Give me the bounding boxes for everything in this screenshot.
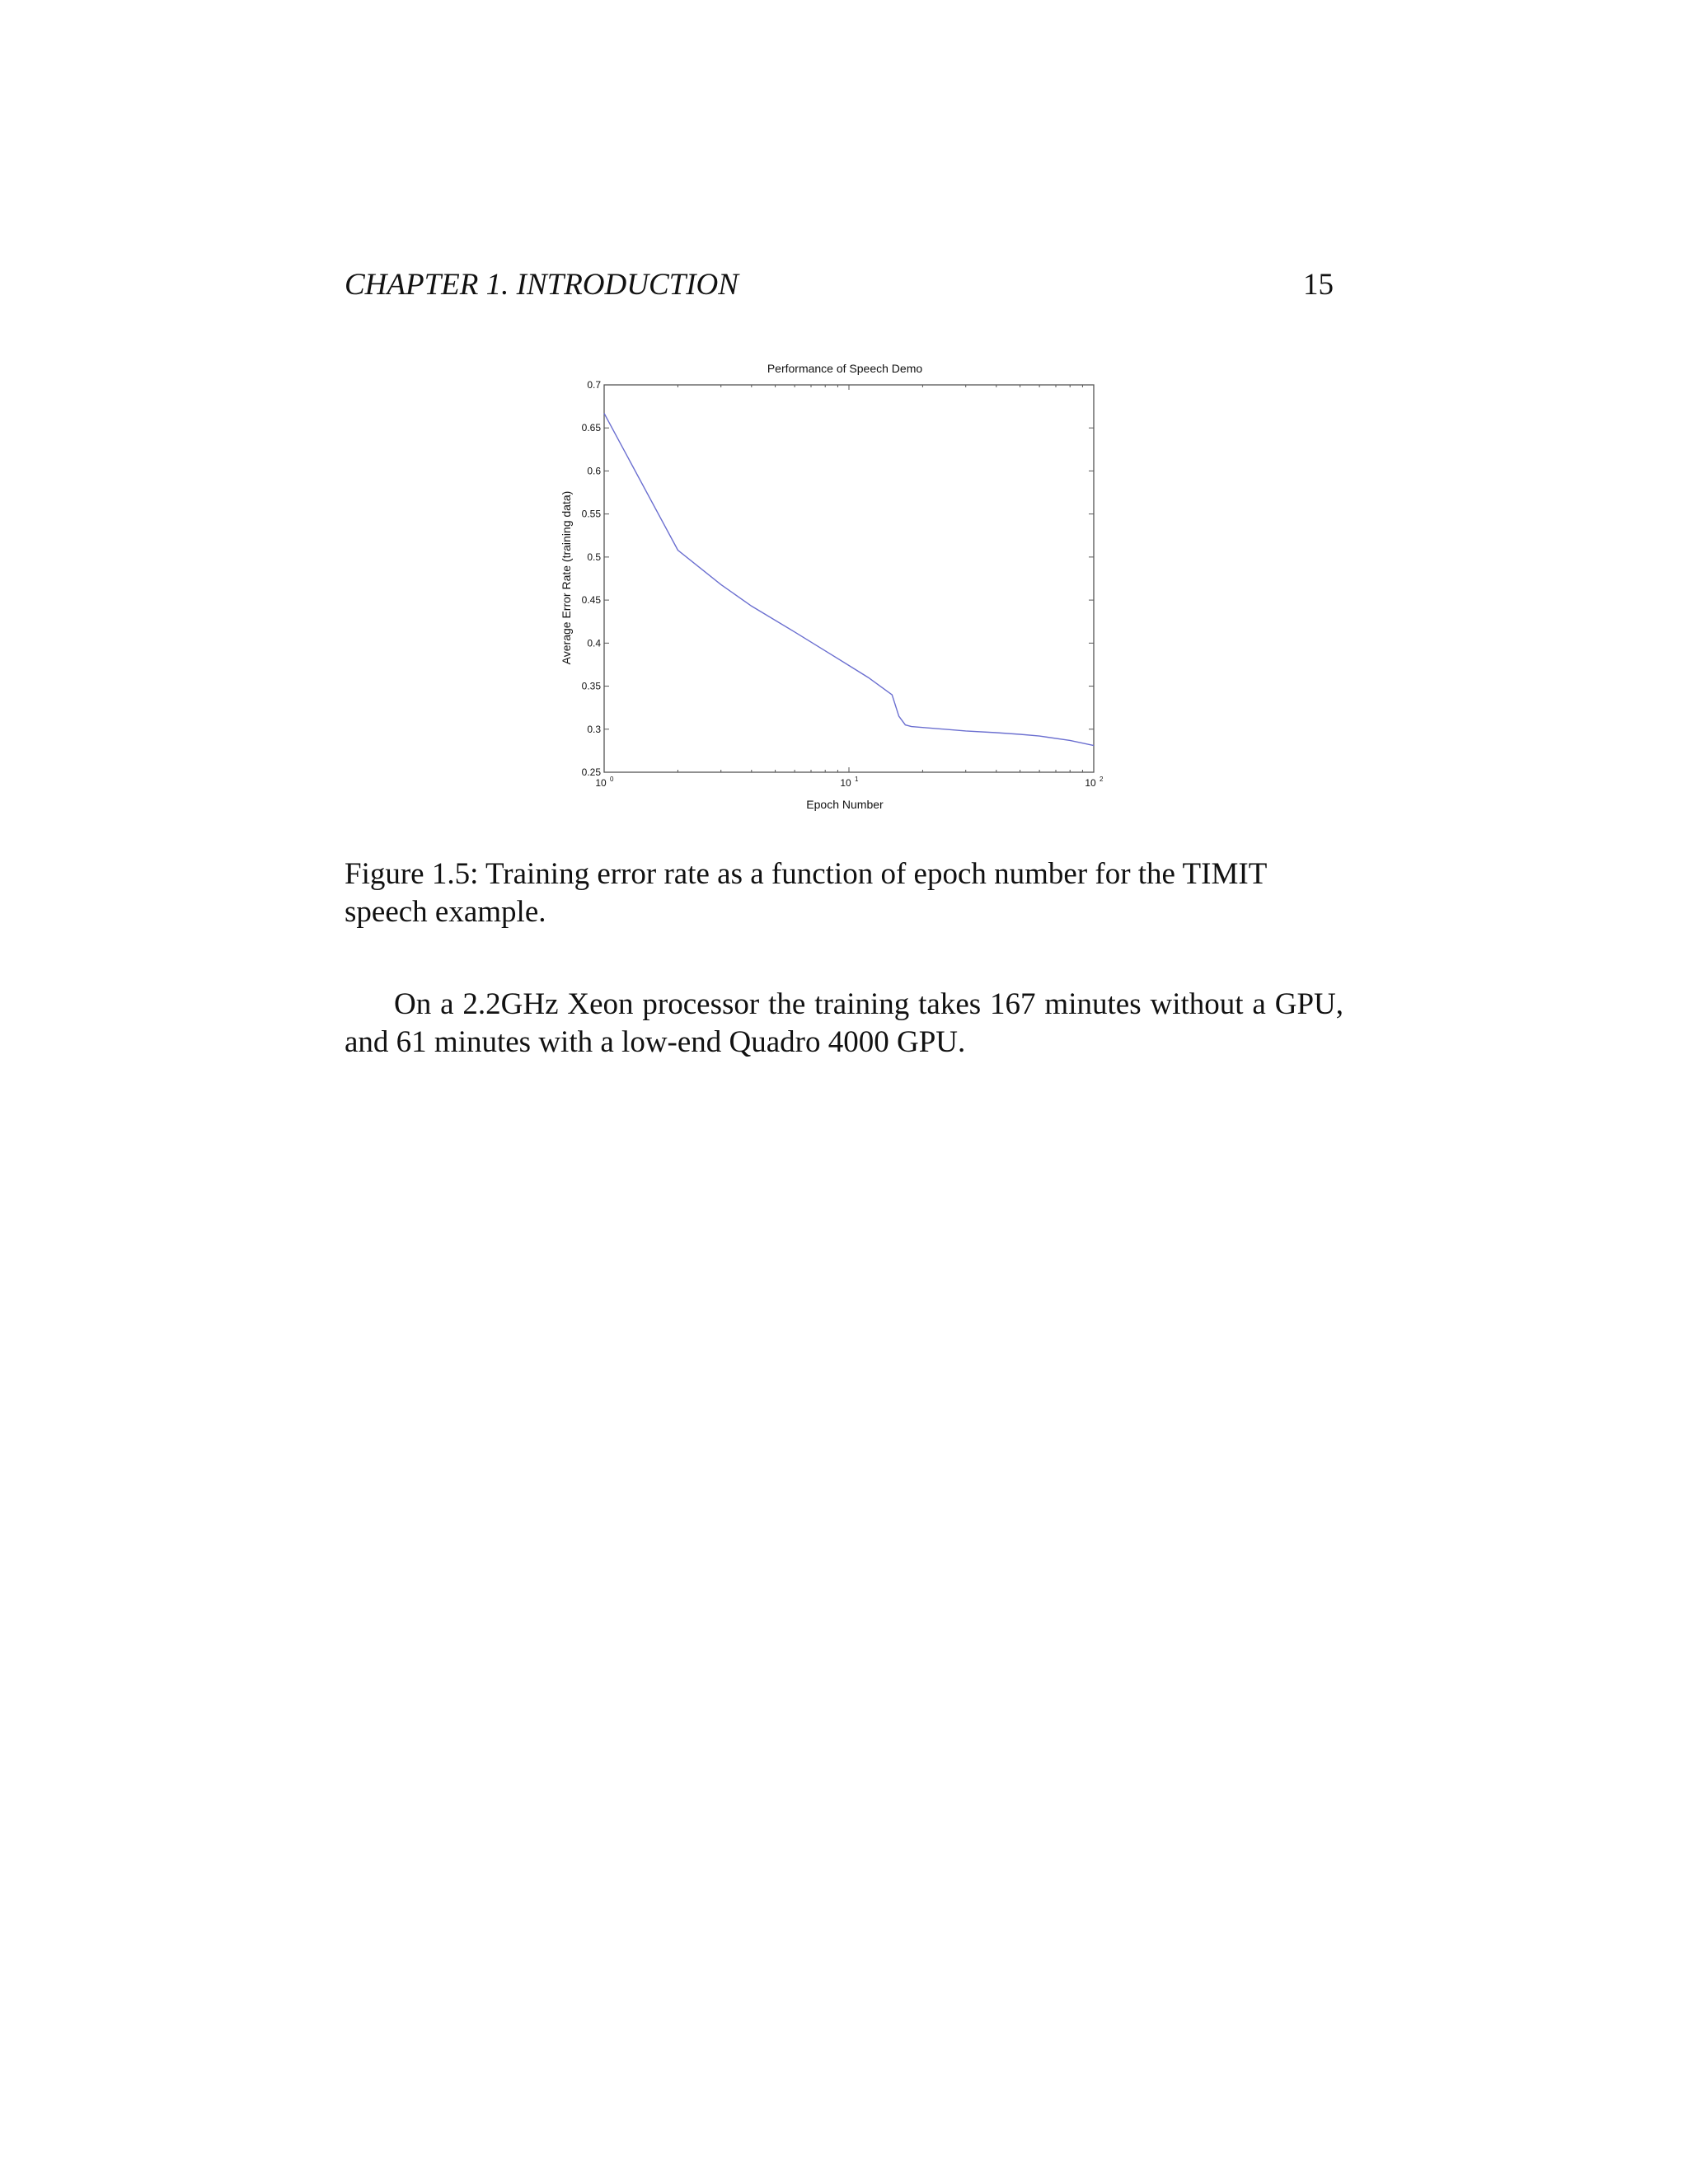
plot-frame: [604, 385, 1094, 772]
y-tick-label: 0.45: [581, 594, 601, 607]
x-axis-label: Epoch Number: [806, 798, 884, 811]
y-tick-label: 0.55: [581, 508, 601, 520]
figure-caption: Figure 1.5: Training error rate as a function of epoch number for the TIMIT speech example.: [345, 857, 1267, 929]
y-tick-label: 0.5: [587, 551, 601, 563]
y-tick-label: 0.7: [587, 379, 601, 391]
page-number: 15: [1303, 268, 1334, 302]
x-tick-label: 10: [840, 777, 851, 789]
y-tick-label: 0.35: [581, 680, 601, 692]
y-tick-label: 0.3: [587, 723, 601, 735]
x-tick-label-exponent: 0: [610, 776, 614, 783]
x-tick-label-exponent: 2: [1100, 776, 1104, 783]
y-tick-label: 0.65: [581, 422, 601, 434]
x-tick-label-exponent: 1: [855, 776, 859, 783]
x-tick-label: 10: [1085, 777, 1096, 789]
y-tick-label: 0.4: [587, 637, 601, 649]
y-axis-label: Average Error Rate (training data): [560, 490, 573, 665]
y-tick-label: 0.25: [581, 766, 601, 778]
x-tick-label: 10: [595, 777, 607, 789]
chart-title: Performance of Speech Demo: [767, 362, 923, 375]
series-line: [604, 414, 1094, 746]
running-head: CHAPTER 1. INTRODUCTION: [345, 268, 738, 302]
body-paragraph: On a 2.2GHz Xeon processor the training takes 167 minutes without a GPU, and 61 minutes with a low-end Quadro 4000 GPU.: [345, 987, 1343, 1059]
y-tick-label: 0.6: [587, 465, 601, 477]
